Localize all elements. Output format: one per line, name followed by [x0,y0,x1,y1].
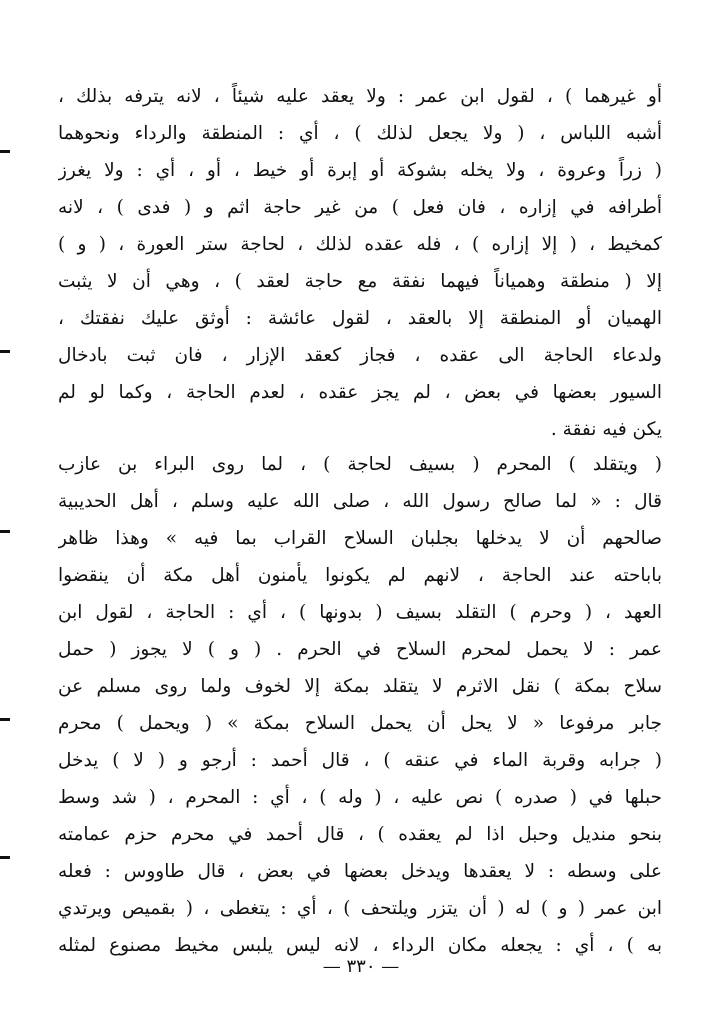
margin-mark [0,718,10,721]
text-line: به ) ، أي : يجعله مكان الرداء ، لانه ليس يلبس مخيط مصنوع لمثله [58,935,662,956]
text-line: ابن عمر ( و ) له ( أن يتزر ويلتحف ) ، أي : يتغطى ، ( بقميص ويرتدي [58,898,662,919]
paragraph [58,78,662,448]
text-line: صالحهم أن لا يدخلها بجلبان السلاح القراب بما فيه » وهذا ظاهر [58,528,662,549]
margin-mark [0,150,10,153]
text-line: أو غيرهما ) ، لقول ابن عمر : ولا يعقد عليه شيئاً ، لانه يترفه بذلك ، [58,86,662,107]
text-line: إلا ( منطقة وهمياناً فيهما نفقة مع حاجة لعقد ) ، وهي أن لا يثبت [58,271,662,292]
text-line: ( ويتقلد ) المحرم ( بسيف لحاجة ) ، لما روى البراء بن عازب [58,454,662,475]
text-line: العهد ، ( وحرم ) التقلد بسيف ( بدونها ) ، أي : الحاجة ، لقول ابن [58,602,662,623]
text-line: يكن فيه نفقة . [550,419,662,440]
text-line: على وسطه : لا يعقدها ويدخل بعضها في بعض ، قال طاووس : فعله [58,861,662,882]
margin-mark [0,350,10,353]
text-line: جابر مرفوعا « لا يحل أن يحمل السلاح بمكة » ( ويحمل ) محرم [58,713,662,734]
text-line: أطرافه في إزاره ، فان فعل ) من غير حاجة اثم و ( فدى ) ، لانه [58,197,662,218]
text-line: باباحته عند الحاجة ، لانهم لم يكونوا يأمنون أهل مكة أن ينقضوا [58,565,662,586]
text-line: ( زراً وعروة ، ولا يخله بشوكة أو إبرة أو خيط ، أو ، أي : ولا يغرز [58,160,662,181]
text-line: حبلها في ( صدره ) نص عليه ، ( وله ) ، أي : المحرم ، ( شد وسط [58,787,662,808]
paragraph [58,446,662,964]
text-line: بنحو منديل وحبل اذا لم يعقده ) ، قال أحمد في محرم حزم عمامته [58,824,662,845]
margin-mark [0,856,10,859]
text-line: كمخيط ، ( إلا إزاره ) ، فله عقده لذلك ، لحاجة ستر العورة ، ( و ) [58,234,662,255]
text-line: أشبه اللباس ، ( ولا يجعل لذلك ) ، أي : المنطقة والرداء ونحوهما [58,123,662,144]
text-line: سلاح بمكة ) نقل الاثرم لا يتقلد بمكة إلا لخوف ولما روى مسلم عن [58,676,662,697]
text-line: الهميان أو المنطقة إلا بالعقد ، لقول عائشة : أوثق عليك نفقتك ، [58,308,662,329]
text-line: ولدعاء الحاجة الى عقده ، فجاز كعقد الإزار ، فان ثبت بادخال [58,345,662,366]
text-line: ( جرابه وقربة الماء في عنقه ) ، قال أحمد : أرجو و ( لا ) يدخل [58,750,662,771]
text-line: قال : « لما صالح رسول الله ، صلى الله عليه وسلم ، أهل الحديبية [58,491,662,512]
text-line: السيور بعضها في بعض ، لم يجز عقده ، لعدم الحاجة ، وكما لو لم [58,382,662,403]
text-line: عمر : لا يحمل لمحرم السلاح في الحرم . ( و ) لا يجوز ( حمل [58,639,662,660]
page-number: — ٣٣٠ — [322,956,400,977]
margin-mark [0,530,10,533]
